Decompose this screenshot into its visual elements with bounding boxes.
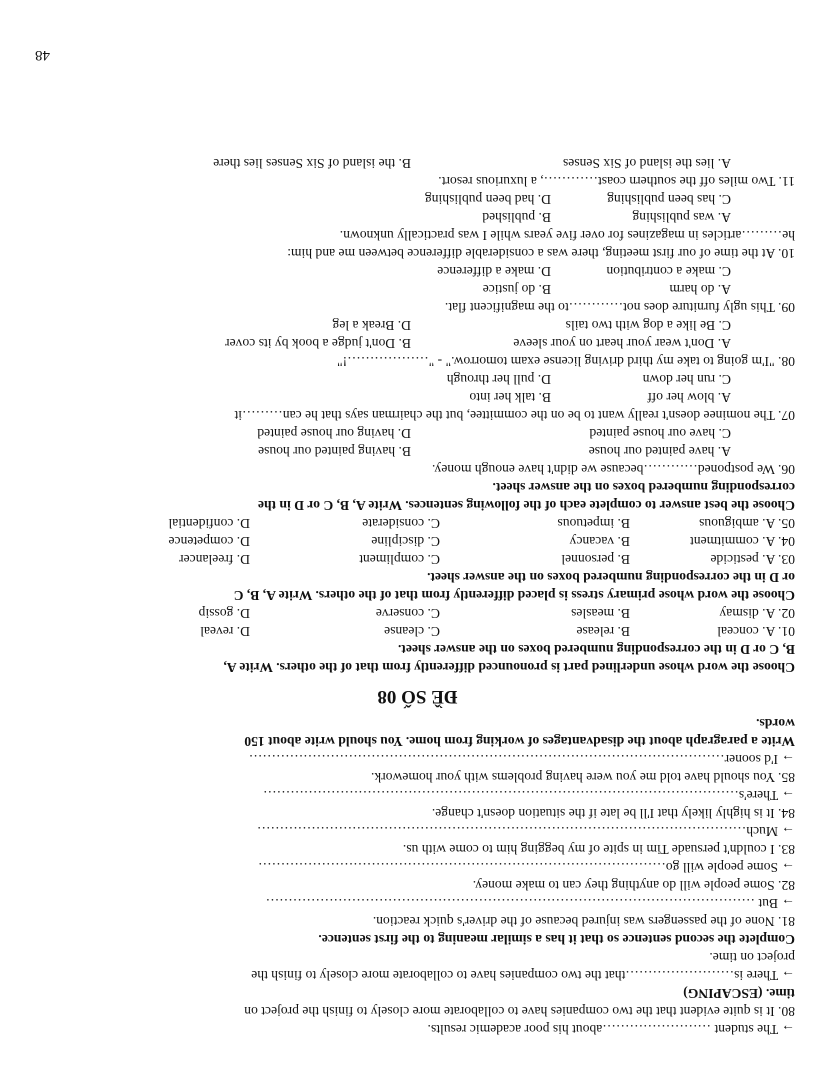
option: D. make a difference bbox=[437, 264, 551, 279]
text-line: project on time. bbox=[709, 950, 795, 965]
text-line: → I'd sooner…………………………………………………………………………………………… bbox=[248, 752, 795, 767]
option: C. compliment bbox=[359, 552, 440, 567]
option: C. run her down bbox=[642, 372, 731, 387]
section-instruction: corresponding numbered boxes on the answer sheet. bbox=[492, 480, 795, 495]
text-line: → There is……………………that the two companies have to collaborate more closely to finish the bbox=[251, 968, 795, 983]
question-stem: 08. "I'm going to take my third driving license exam tomorrow." - "………………!" bbox=[337, 354, 795, 369]
section-instruction: Write a paragraph about the disadvantages of working from home. You should write about 150 bbox=[244, 734, 795, 749]
option: A. blow her off bbox=[647, 390, 731, 405]
option: 03. A. pesticide bbox=[710, 552, 795, 567]
question-options bbox=[40, 424, 795, 460]
question-stem: 07. The nominee doesn't really want to be on the committee, but the chairman says that he can………it bbox=[234, 408, 795, 423]
question-stem: he………articles in magazines for over five years while I was practically unknown. bbox=[339, 228, 795, 243]
option: A. lies the island of Six Senses bbox=[562, 156, 731, 171]
section-instruction: or D in the corresponding numbered boxes on the answer sheet. bbox=[427, 570, 795, 585]
text-line: → Some people will go……………………………………………………………………………… bbox=[258, 860, 795, 875]
page-number: 48 bbox=[35, 47, 50, 63]
option: B. Don't judge a book by its cover bbox=[225, 336, 411, 351]
option: D. freelancer bbox=[179, 552, 250, 567]
option: D. had been publishing bbox=[424, 192, 551, 207]
option: D. pull her through bbox=[446, 372, 551, 387]
section-instruction: Choose the word whose underlined part is pronounced differently from that of the others. Write A, bbox=[223, 660, 795, 675]
section-instruction: B, C or D in the corresponding numbered boxes on the answer sheet. bbox=[397, 642, 795, 657]
option: C. Be like a dog with two tails bbox=[565, 318, 731, 333]
section-instruction: Complete the second sentence so that it has a similar meaning to the first sentence. bbox=[318, 932, 795, 947]
text-line: 82. Some people will do anything they can to make money. bbox=[472, 878, 795, 893]
option: A. have painted our house bbox=[588, 444, 731, 459]
option: C. discipline bbox=[371, 534, 440, 549]
option: B. personnel bbox=[561, 552, 630, 567]
option: B. published bbox=[482, 210, 551, 225]
question-options bbox=[40, 190, 795, 226]
option: C. cleanse bbox=[384, 624, 440, 639]
question-row bbox=[40, 622, 795, 640]
option: C. has been publishing bbox=[607, 192, 731, 207]
option: A. Don't wear your heart on your sleeve bbox=[513, 336, 731, 351]
option: B. release bbox=[576, 624, 630, 639]
text-line: → There's…………………………………………………………………………………………… bbox=[263, 788, 795, 803]
option: 01. A. conceal bbox=[717, 624, 795, 639]
option: D. gossip bbox=[198, 606, 250, 621]
question-options bbox=[40, 316, 795, 352]
option: B. talk her into bbox=[469, 390, 551, 405]
question-stem: 11. Two miles off the southern coast…………, a luxurious resort. bbox=[438, 174, 795, 189]
text-line: 83. I couldn't persuade Tim in spite of my begging him to come with us. bbox=[402, 842, 795, 857]
page-content bbox=[40, 154, 795, 1038]
option: 04. A. commitment bbox=[690, 534, 795, 549]
option: 05. A. ambiguous bbox=[699, 516, 795, 531]
option: D. confidential bbox=[168, 516, 250, 531]
text-line: time. (ESCAPING) bbox=[683, 986, 795, 1001]
section-instruction: words. bbox=[756, 716, 795, 731]
option: D. Break a leg bbox=[332, 318, 411, 333]
option: B. impetuous bbox=[557, 516, 630, 531]
question-row bbox=[40, 550, 795, 568]
option: C. conserve bbox=[375, 606, 440, 621]
option: D. having our house painted bbox=[257, 426, 411, 441]
question-row bbox=[40, 514, 795, 532]
text-line: 81. None of the passengers was injured because of the driver's quick reaction. bbox=[372, 914, 795, 929]
question-options bbox=[40, 154, 795, 172]
option: B. measles bbox=[571, 606, 630, 621]
option: B. the island of Six Senses lies there bbox=[213, 156, 411, 171]
text-line: 80. It is quite evident that the two companies have to collaborate more closely to finish the project on bbox=[244, 1004, 795, 1019]
option: B. do justice bbox=[482, 282, 551, 297]
text-line: → The student ……………………about his poor academic results. bbox=[427, 1022, 795, 1037]
question-stem: 06. We postponed…………because we didn't have enough money. bbox=[431, 462, 795, 477]
text-line: → Much……………………………………………………………………………………………… bbox=[256, 824, 795, 839]
question-options bbox=[40, 262, 795, 298]
question-row bbox=[40, 604, 795, 622]
text-line: → But ……………………………………………………………………………………………… bbox=[265, 896, 795, 911]
question-stem: 10. At the time of our first meeting, there was a considerable difference between me and him: bbox=[287, 246, 795, 261]
option: B. vacancy bbox=[569, 534, 630, 549]
text-line: 85. You should have told me you were having problems with your homework. bbox=[370, 770, 795, 785]
option: C. have our house painted bbox=[589, 426, 731, 441]
option: C. make a contribution bbox=[606, 264, 731, 279]
option: B. having painted our house bbox=[258, 444, 411, 459]
option: C. considerate bbox=[362, 516, 440, 531]
question-options bbox=[40, 370, 795, 406]
question-row bbox=[40, 532, 795, 550]
question-stem: 09. This ugly furniture does not…………to the magnificent flat. bbox=[444, 300, 795, 315]
option: A. was publishing bbox=[632, 210, 731, 225]
test-title: ĐỀ SỐ 08 bbox=[377, 686, 458, 707]
option: D. reveal bbox=[200, 624, 250, 639]
section-instruction: Choose the word whose primary stress is placed differently from that of the others. Write A, B, C bbox=[233, 588, 795, 603]
text-line: 84. It is highly likely that I'll be late if the situation doesn't change. bbox=[431, 806, 795, 821]
section-instruction: Choose the best answer to complete each of the following sentences. Write A, B, C or D in the bbox=[257, 498, 795, 513]
option: A. do harm bbox=[669, 282, 731, 297]
option: D. competence bbox=[168, 534, 250, 549]
option: 02. A. dismay bbox=[719, 606, 795, 621]
